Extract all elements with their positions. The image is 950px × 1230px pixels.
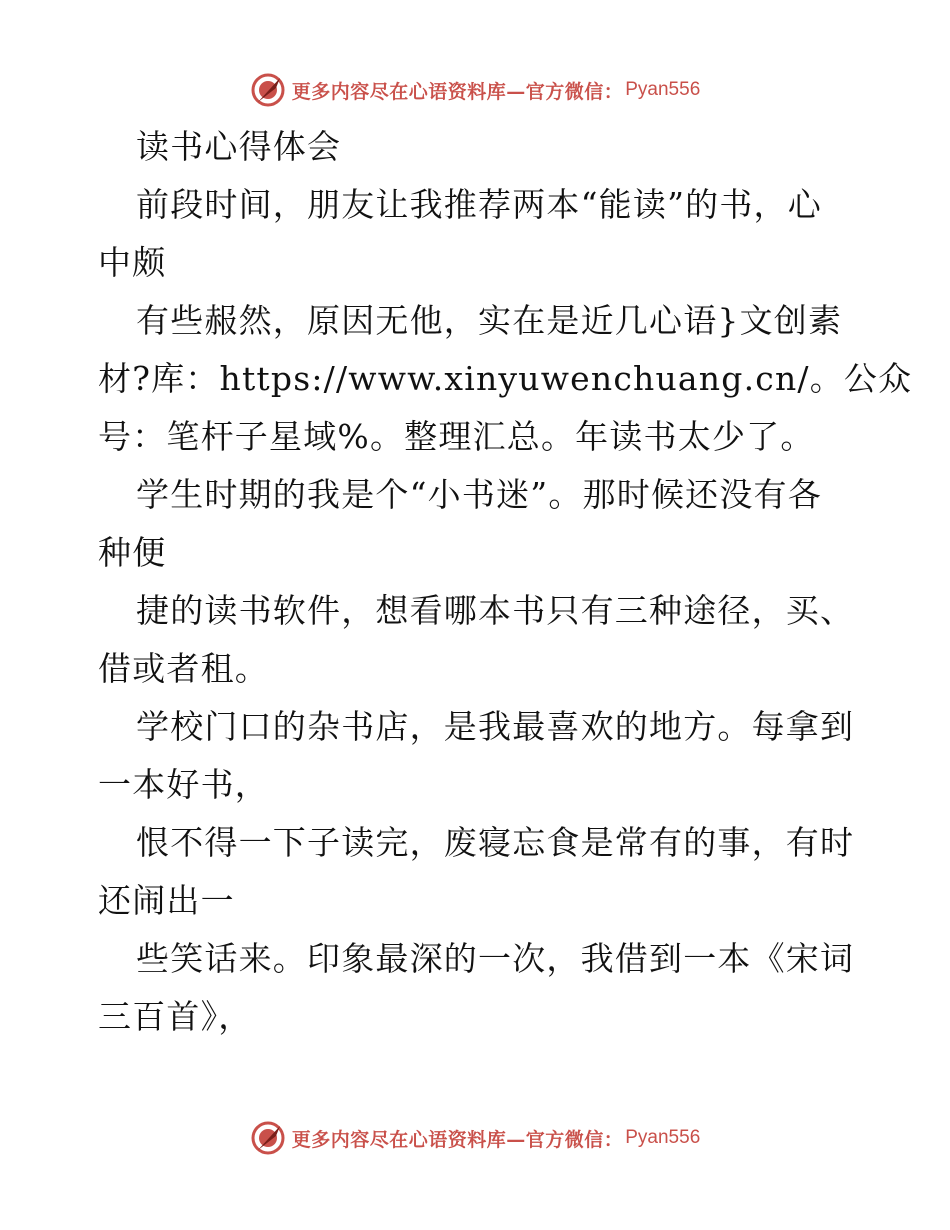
text-line: 有些赧然，原因无他，实在是近几心语}文创素 bbox=[136, 301, 843, 340]
text-line: 一本好书， bbox=[98, 765, 269, 804]
text-line: 学生时期的我是个“小书迷”。那时候还没有各 bbox=[136, 475, 822, 514]
text-line: 恨不得一下子读完，废寝忘食是常有的事，有时 bbox=[136, 823, 855, 862]
header-banner bbox=[0, 70, 950, 110]
banner-text: 更多内容尽在心语资料库—官方微信： bbox=[291, 80, 624, 103]
banner-wechat-id: Pyan556 bbox=[625, 1127, 701, 1148]
footer-banner bbox=[0, 1118, 950, 1158]
text-line: 还闹出一 bbox=[98, 881, 235, 920]
text-line: 借或者租。 bbox=[98, 649, 269, 688]
quill-logo-icon bbox=[250, 1120, 286, 1156]
text-line: 学校门口的杂书店，是我最喜欢的地方。每拿到 bbox=[136, 707, 855, 746]
text-line: 前段时间，朋友让我推荐两本“能读”的书，心 bbox=[136, 185, 822, 224]
text-line: 中颇 bbox=[98, 243, 167, 282]
banner-text: 更多内容尽在心语资料库—官方微信： bbox=[291, 1128, 624, 1151]
banner-wechat-id: Pyan556 bbox=[625, 79, 701, 100]
document-title: 读书心得体会 bbox=[136, 127, 342, 166]
text-line: 种便 bbox=[98, 533, 167, 572]
text-line: 材?库：https://www.xinyuwenchuang.cn/。公众 bbox=[98, 359, 913, 398]
quill-logo-icon bbox=[250, 72, 286, 108]
text-line: 捷的读书软件，想看哪本书只有三种途径，买、 bbox=[136, 591, 855, 630]
text-line: 号：笔杆子星域%。整理汇总。年读书太少了。 bbox=[98, 417, 815, 456]
text-line: 三百首》， bbox=[98, 997, 253, 1036]
text-line: 些笑话来。印象最深的一次，我借到一本《宋词 bbox=[136, 939, 855, 978]
document-body bbox=[98, 118, 913, 1046]
